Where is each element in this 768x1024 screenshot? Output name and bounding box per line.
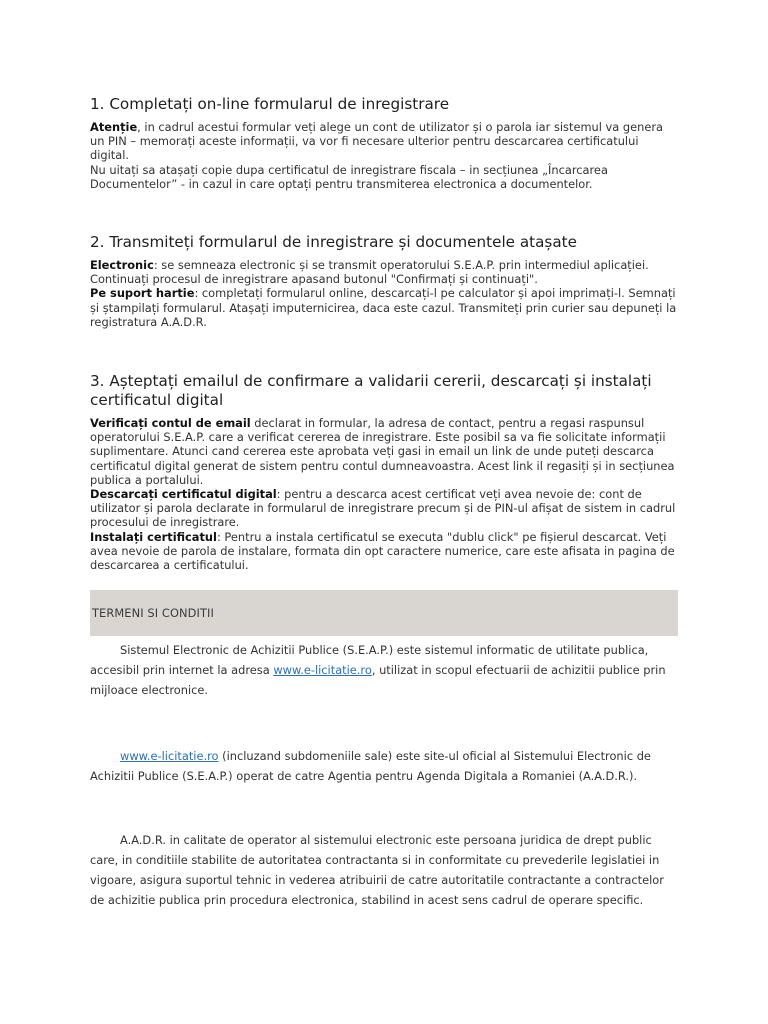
section-1: [90, 95, 680, 191]
section-3-paragraph-3: [90, 530, 680, 573]
section-3-title: 3. Așteptați emailul de confirmare a validarii cererii, descarcați și instalați certificatul digital: [90, 372, 652, 409]
section-1-text-2: Nu uitați sa atașați copie dupa certificatul de inregistrare fiscala – in secțiunea „Încarcarea Documentelor” - in cazul in care optați pentru transmiterea electronica a documentelor.: [90, 162, 608, 191]
section-3-lead-2: Descarcați certificatul digital: [90, 487, 277, 502]
section-2-paragraph-1: [90, 258, 680, 286]
terms-heading-band: [90, 590, 678, 636]
section-3-lead-3: Instalați certificatul: [90, 529, 217, 544]
section-1-paragraph-1: [90, 120, 680, 163]
section-1-paragraph-2: [90, 163, 680, 191]
section-2-title: 2. Transmiteți formularul de inregistrare și documentele atașate: [90, 233, 577, 251]
section-3-paragraph-2: [90, 487, 680, 530]
section-1-lead-1: Atenție: [90, 120, 138, 134]
section-2-text-1: : se semneaza electronic și se transmit operatorului S.E.A.P. prin intermediul aplicației. Continuați procesul de inregistrare apasand butonul "Confirmați și continuați".: [90, 258, 649, 287]
section-2-paragraph-2: [90, 286, 680, 329]
section-3: [90, 372, 680, 572]
e-licitatie-link-2[interactable]: www.e-licitatie.ro: [120, 749, 219, 763]
terms-paragraph-1: [90, 640, 680, 700]
section-3-text-2: : pentru a descarca acest certificat veți avea nevoie de: cont de utilizator și parola declarate in formularul de inregistrare precum și de PIN-ul afișat de sistem in cadrul procesului de inregistrare.: [90, 487, 676, 530]
section-3-text-3: : Pentru a instala certificatul se executa "dublu click" pe fișierul descarcat. Veți avea nevoie de parola de instalare, formata din opt caractere numerice, care este afisata in pagina de descarcarea a certificatului.: [90, 529, 675, 573]
section-2-lead-1: Electronic: [90, 258, 154, 272]
section-3-paragraph-1: [90, 416, 680, 487]
section-2-lead-2: Pe suport hartie: [90, 286, 195, 301]
section-3-lead-1: Verificați contul de email: [90, 416, 251, 430]
section-2: [90, 233, 680, 329]
section-2-body: [90, 258, 680, 329]
terms-p2-text: (incluzand subdomeniile sale) este site-ul oficial al Sistemului Electronic de Achizitii Publice (S.E.A.P.) operat de catre Agentia pentru Agenda Digitala a Romaniei (A.A.D.R.).: [90, 749, 651, 783]
section-3-text-1: declarat in formular, la adresa de contact, pentru a regasi raspunsul operatorului S.E.A.P. care a verificat cererea de inregistrare. Este posibil sa va fie solicitate informații suplimentare. Atunci cand cererea este aprobata veți gasi in email un link de unde puteți descarca certificatul digital generat de sistem pentru contul dumneavoastra. Acest link il regasiți și in secțiunea publica a portalului.: [90, 416, 675, 487]
terms-p3-text: A.A.D.R. in calitate de operator al sistemului electronic este persoana juridica de drept public care, in conditiile stabilite de autoritatea contractanta si in conformitate cu prevederile legislatiei in vigoare, asigura suportul tehnic in vederea atribuirii de catre autoritatile contractante a contractelor de achizitie publica prin procedura electronica, stabilind in acest sens cadrul de operare specific.: [90, 833, 664, 907]
section-2-text-2: : completați formularul online, descarcați-l pe calculator și apoi imprimați-l. Semnați și ștampilați formularul. Atașați imputernicirea, daca este cazul. Transmiteți prin curier sau depuneți la registratura A.A.D.R.: [90, 286, 677, 329]
terms-p1-text-before: Sistemul Electronic de Achizitii Publice (S.E.A.P.) este sistemul informatic de utilitate publica, accesibil prin internet la adresa: [90, 643, 649, 677]
e-licitatie-link-1[interactable]: www.e-licitatie.ro: [273, 663, 372, 677]
section-1-body: [90, 120, 680, 191]
terms-heading: TERMENI SI CONDITII: [92, 606, 214, 620]
section-1-text-1: , in cadrul acestui formular veți alege un cont de utilizator și o parola iar sistemul va genera un PIN – memorați aceste informații, va vor fi necesare ulterior pentru descarcarea certificatului digital.: [90, 120, 664, 163]
section-3-body: [90, 416, 680, 572]
terms-p1-text-after: , utilizat in scopul efectuarii de achizitii publice prin mijloace electronice.: [90, 663, 666, 697]
terms-paragraph-3: [90, 830, 680, 910]
terms-paragraph-2: [90, 746, 680, 786]
section-1-title: 1. Completați on-line formularul de inregistrare: [90, 95, 450, 113]
